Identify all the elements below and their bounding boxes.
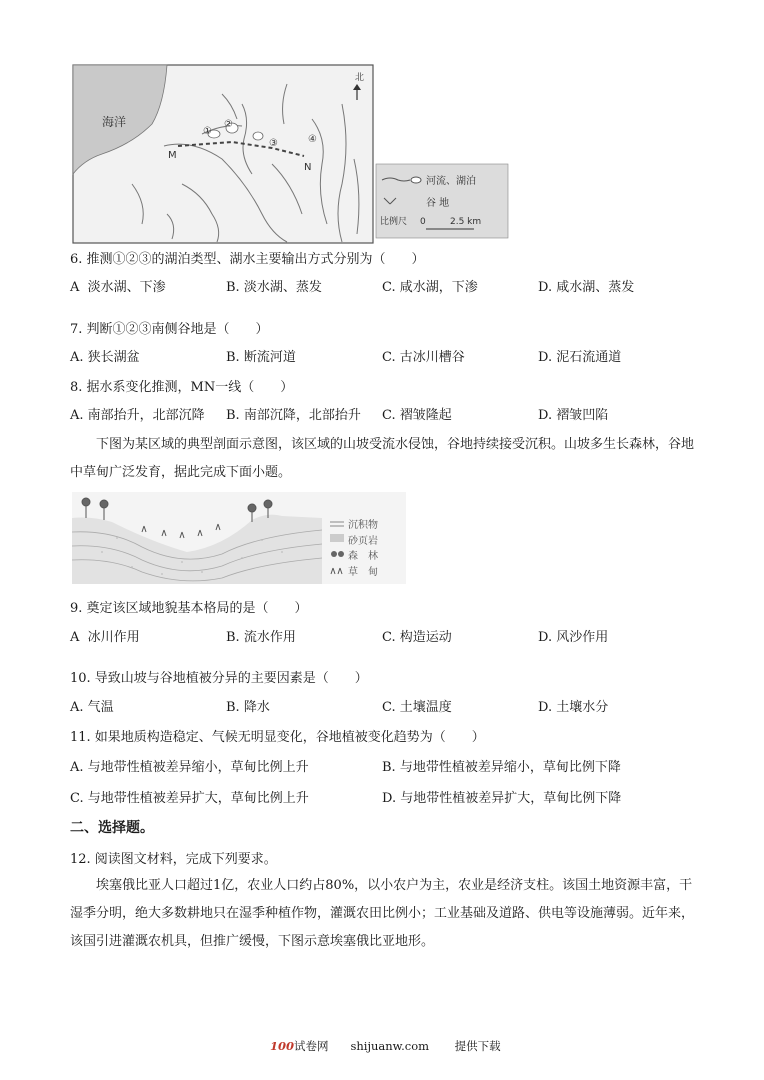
option-letter: D. <box>538 700 553 715</box>
option-text: 咸水湖、蒸发 <box>556 280 635 295</box>
question-8-option-d[interactable] <box>538 404 608 423</box>
option-letter: D. <box>538 280 553 295</box>
legend-forest: 森 林 <box>348 551 378 562</box>
question-8-option-a[interactable] <box>70 404 205 423</box>
option-letter: B. <box>226 408 240 423</box>
option-text: 土壤水分 <box>556 700 609 715</box>
question-10-option-c[interactable] <box>382 696 452 715</box>
question-12-paragraph: 埃塞俄比亚人口超过1亿，农业人口约占80%，以小农户为主，农业是经济支柱。该国土地资源丰富，干湿季分明，绝大多数耕地只在湿季种植作物，灌溉农田比例小；工业基础及道路、供电等设施薄弱。近年来，该国引进灌溉农机具，但推广缓慢，下图示意埃塞俄比亚地形。 <box>70 878 695 949</box>
legend-valley: 谷 地 <box>426 198 450 209</box>
option-text: 南部沉降，北部抬升 <box>243 408 361 423</box>
option-text: 南部抬升，北部沉降 <box>87 408 205 423</box>
question-6-stem: 6. 推测①②③的湖泊类型、湖水主要输出方式分别为（ ） <box>70 252 425 267</box>
option-letter: C. <box>382 630 396 645</box>
question-6-option-b[interactable] <box>226 276 322 295</box>
option-letter: C. <box>382 350 396 365</box>
option-text: 风沙作用 <box>556 630 609 645</box>
option-text: 咸水湖，下渗 <box>399 280 478 295</box>
question-7-option-c[interactable] <box>382 346 465 365</box>
option-letter: A <box>70 630 80 645</box>
section-title: 二、选择题。 <box>70 820 154 836</box>
option-text: 褶皱隆起 <box>399 408 452 423</box>
question-12-stem: 12. 阅读图文材料，完成下列要求。 <box>70 852 277 867</box>
option-letter: B. <box>226 630 240 645</box>
option-letter: B. <box>226 700 240 715</box>
option-letter: D. <box>538 408 553 423</box>
question-6-option-d[interactable] <box>538 276 634 295</box>
question-11-option-d[interactable] <box>382 787 621 806</box>
legend-meadow: 草 甸 <box>348 567 378 578</box>
option-letter: D. <box>382 791 397 806</box>
option-text: 流水作用 <box>243 630 296 645</box>
option-letter: C. <box>382 408 396 423</box>
question-11-stem: 11. 如果地质构造稳定、气候无明显变化，谷地植被变化趋势为（ ） <box>70 730 485 745</box>
profile-figure <box>72 492 406 584</box>
question-9-option-c[interactable] <box>382 626 452 645</box>
point-m-label: M <box>168 150 177 161</box>
question-9-stem: 9. 奠定该区域地貌基本格局的是（ ） <box>70 601 308 616</box>
question-10-option-a[interactable] <box>70 696 114 715</box>
legend-scale-value: 2.5 km <box>450 217 482 227</box>
question-8-stem: 8. 据水系变化推测，MN一线（ ） <box>70 380 294 395</box>
question-7-option-a[interactable] <box>70 346 140 365</box>
question-10-option-b[interactable] <box>226 696 270 715</box>
option-text: 构造运动 <box>399 630 452 645</box>
question-7-stem: 7. 判断①②③南侧谷地是（ ） <box>70 322 269 337</box>
option-letter: D. <box>538 630 553 645</box>
legend-river-lake: 河流、湖泊 <box>426 176 476 187</box>
legend-scale-label: 比例尺 <box>380 217 408 227</box>
option-text: 狭长湖盆 <box>87 350 140 365</box>
option-text: 土壤温度 <box>399 700 452 715</box>
option-text: 古冰川槽谷 <box>399 350 465 365</box>
river-map-figure <box>72 64 512 250</box>
option-text: 淡水湖、蒸发 <box>243 280 322 295</box>
profile-svg <box>72 492 406 584</box>
page-footer <box>270 1038 501 1054</box>
legend-scale-zero: 0 <box>420 217 426 227</box>
question-6-option-a[interactable] <box>70 276 166 295</box>
question-7-option-d[interactable] <box>538 346 621 365</box>
question-9-option-a[interactable] <box>70 626 140 645</box>
option-text: 与地带性植被差异缩小，草甸比例上升 <box>87 760 309 775</box>
question-8-option-b[interactable] <box>226 404 361 423</box>
option-letter: B. <box>226 350 240 365</box>
north-label: 北 <box>355 73 365 83</box>
question-11-option-c[interactable] <box>70 787 309 806</box>
question-6-option-c[interactable] <box>382 276 478 295</box>
question-10-stem: 10. 导致山坡与谷地植被分异的主要因素是（ ） <box>70 671 368 686</box>
lake-number-2: ② <box>224 119 233 130</box>
option-text: 淡水湖、下渗 <box>87 280 166 295</box>
option-letter: A. <box>70 760 84 775</box>
site-name: 试卷网 <box>294 1039 329 1053</box>
question-7-option-b[interactable] <box>226 346 296 365</box>
legend-sediment: 沉积物 <box>348 520 378 531</box>
option-letter: C. <box>70 791 84 806</box>
option-text: 与地带性植被差异扩大，草甸比例下降 <box>400 791 622 806</box>
river-map-svg <box>72 64 512 250</box>
question-9-option-d[interactable] <box>538 626 608 645</box>
option-text: 与地带性植被差异扩大，草甸比例上升 <box>87 791 309 806</box>
download-text: 提供下载 <box>454 1039 501 1053</box>
site-url[interactable]: shijuanw.com <box>350 1039 430 1053</box>
option-letter: A <box>70 280 80 295</box>
option-letter: D. <box>538 350 553 365</box>
option-letter: B. <box>226 280 240 295</box>
option-text: 冰川作用 <box>87 630 140 645</box>
sea-label: 海洋 <box>102 115 127 129</box>
option-letter: A. <box>70 408 84 423</box>
question-9-option-b[interactable] <box>226 626 296 645</box>
question-10-option-d[interactable] <box>538 696 608 715</box>
option-letter: C. <box>382 280 396 295</box>
option-text: 泥石流通道 <box>556 350 622 365</box>
site-logo: 100 <box>270 1039 295 1053</box>
point-n-label: N <box>304 162 312 173</box>
lake-number-4: ④ <box>308 134 317 145</box>
option-text: 与地带性植被差异缩小，草甸比例下降 <box>399 760 621 775</box>
lake-number-1: ① <box>203 126 212 137</box>
option-text: 断流河道 <box>243 350 296 365</box>
question-11-option-b[interactable] <box>382 756 621 775</box>
option-letter: A. <box>70 350 84 365</box>
question-8-option-c[interactable] <box>382 404 452 423</box>
intro-paragraph: 下图为某区域的典型剖面示意图，该区域的山坡受流水侵蚀，谷地持续接受沉积。山坡多生长森林，谷地中草甸广泛发育，据此完成下面小题。 <box>70 437 695 480</box>
option-letter: A. <box>70 700 84 715</box>
option-letter: B. <box>382 760 396 775</box>
lake-number-3: ③ <box>269 138 278 149</box>
option-letter: C. <box>382 700 396 715</box>
option-text: 降水 <box>243 700 270 715</box>
legend-sandy-shale: 砂页岩 <box>348 536 378 547</box>
option-text: 褶皱凹陷 <box>556 408 609 423</box>
question-11-option-a[interactable] <box>70 756 309 775</box>
option-text: 气温 <box>87 700 114 715</box>
